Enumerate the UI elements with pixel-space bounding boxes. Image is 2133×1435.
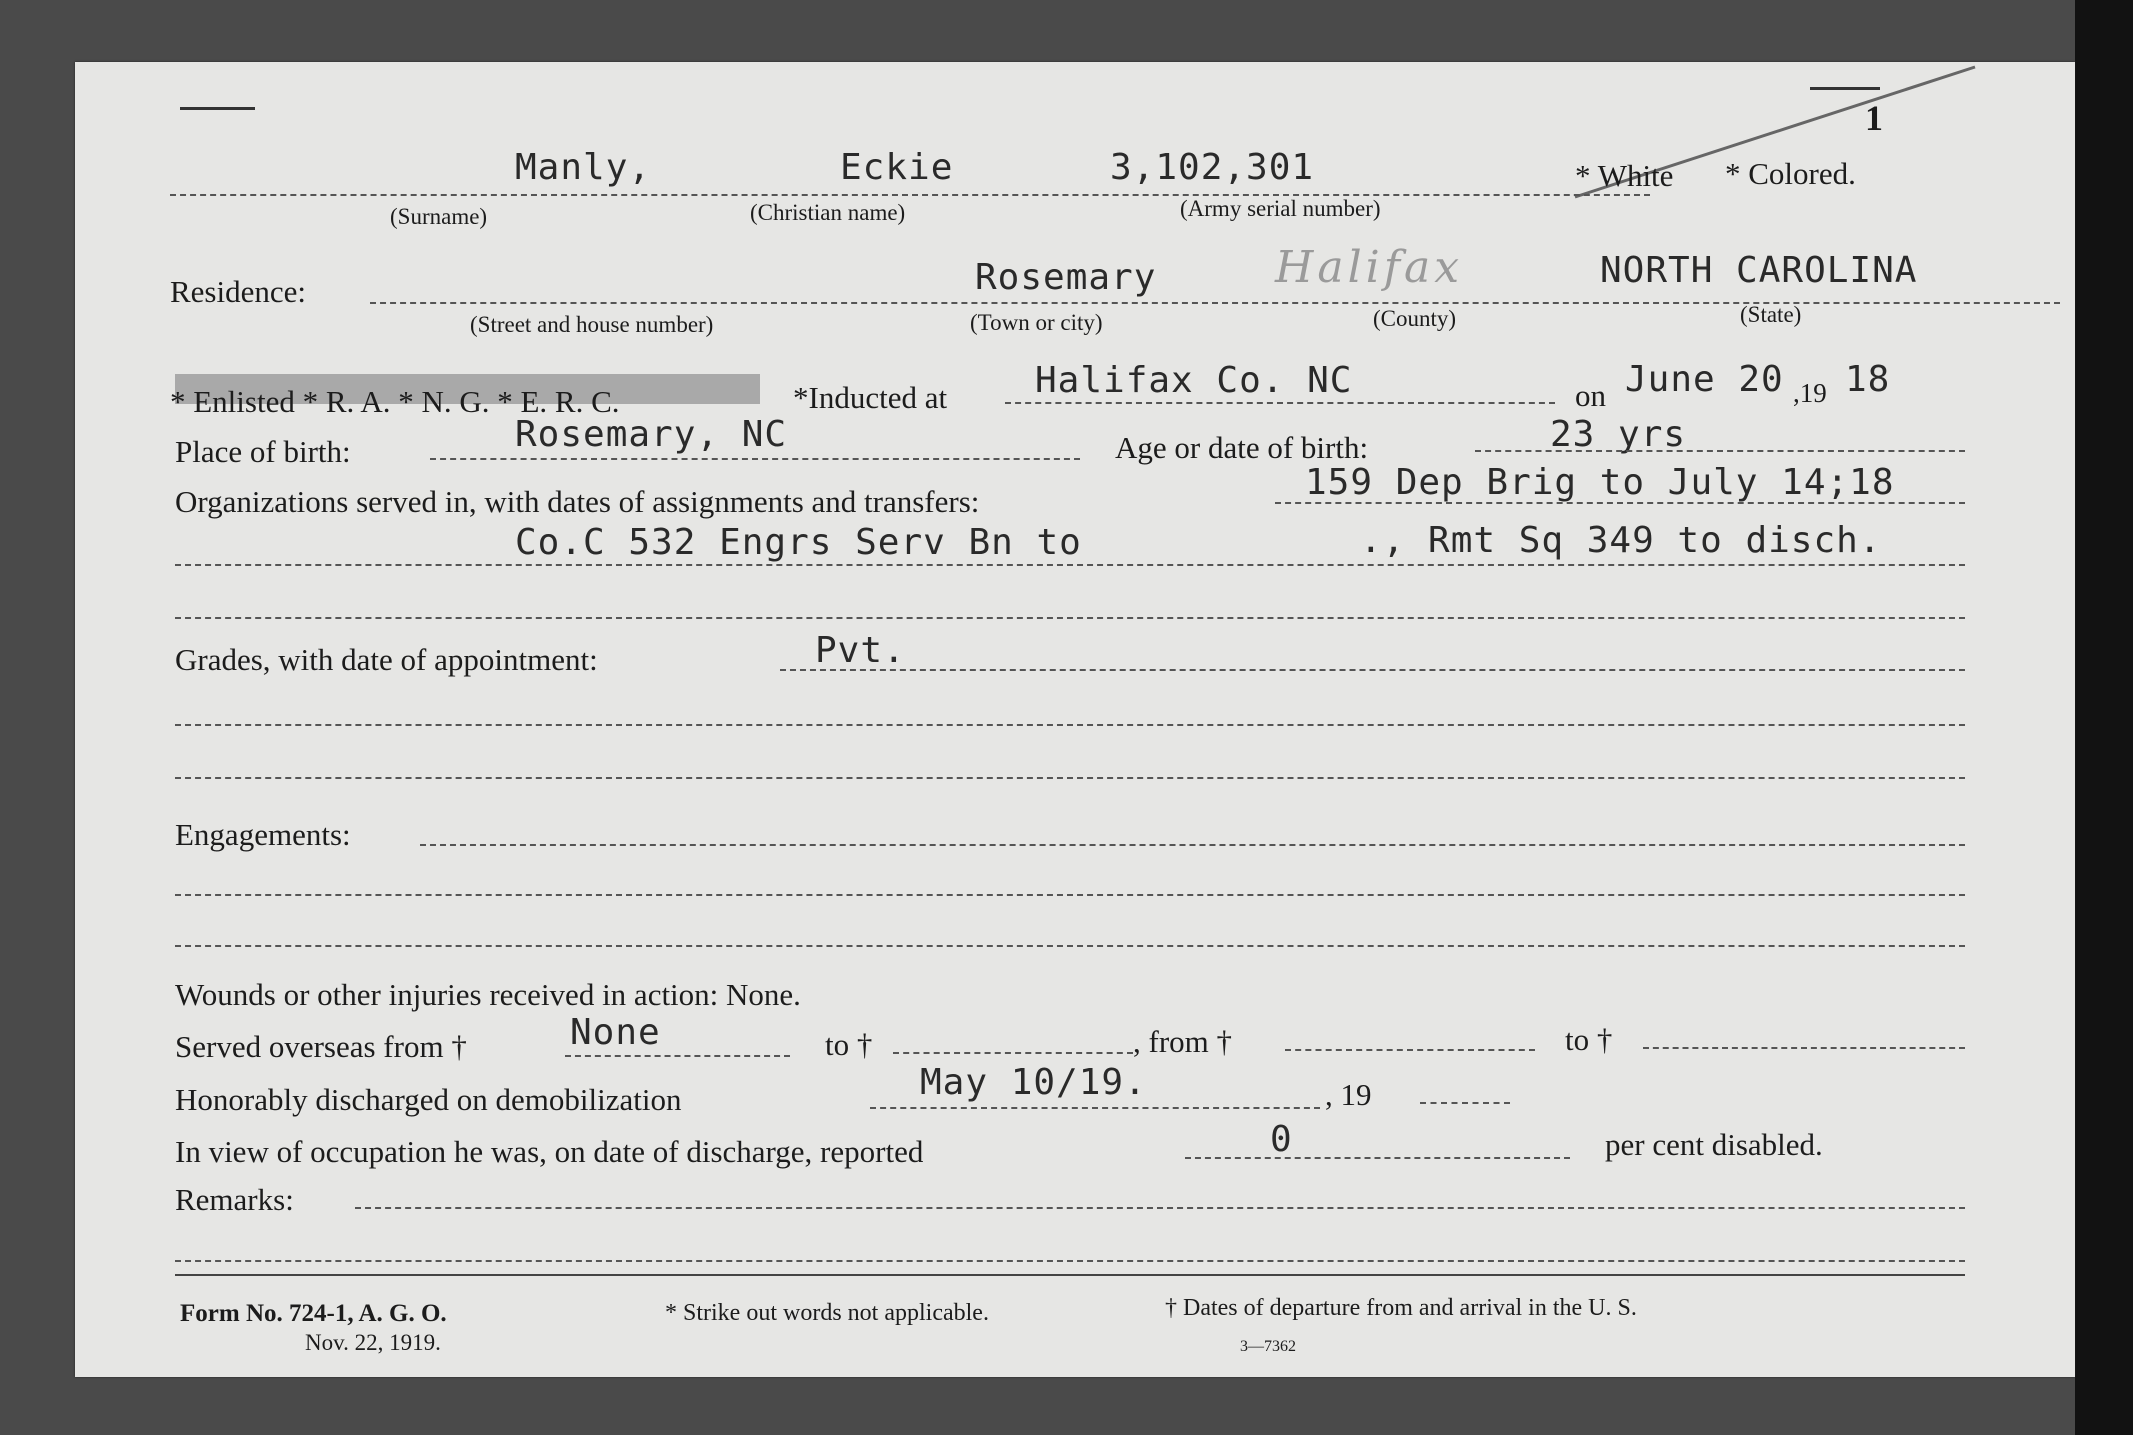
- discharge-year-label: , 19: [1325, 1077, 1372, 1112]
- engagements-line3: [175, 945, 1965, 947]
- county-caption: (County): [1373, 306, 1457, 331]
- discharge-label: Honorably discharged on demobilization: [175, 1082, 682, 1117]
- overseas-to2-line: [1643, 1047, 1965, 1049]
- place-of-birth-value: Rosemary, NC: [515, 414, 788, 455]
- surname-caption: (Surname): [390, 204, 488, 229]
- age-line: [1475, 450, 1965, 452]
- org-line1: [1275, 502, 1965, 504]
- organizations-line2b: ., Rmt Sq 349 to disch.: [1360, 520, 1882, 561]
- inducted-line: [1005, 402, 1555, 404]
- grades-value: Pvt.: [815, 630, 906, 671]
- remarks-label: Remarks:: [175, 1182, 294, 1217]
- wounds-label: Wounds or other injuries received in action: None.: [175, 977, 801, 1012]
- birth-line: [430, 458, 1080, 460]
- town-caption: (Town or city): [970, 310, 1103, 335]
- organizations-line2a: Co.C 532 Engrs Serv Bn to: [515, 522, 1082, 563]
- form-date: Nov. 22, 1919.: [305, 1330, 441, 1355]
- on-label: on: [1575, 378, 1606, 413]
- grades-line2: [175, 724, 1965, 726]
- overseas-to2-label: to †: [1565, 1022, 1613, 1057]
- remarks-line2: [175, 1260, 1965, 1262]
- grades-label: Grades, with date of appointment:: [175, 642, 598, 677]
- discharge-line: [870, 1107, 1320, 1109]
- inducted-at-value: Halifax Co. NC: [1035, 360, 1353, 401]
- grades-line3: [175, 777, 1965, 779]
- county-value: Halifax: [1275, 242, 1464, 293]
- disability-line: [1185, 1157, 1570, 1159]
- form-number: Form No. 724-1, A. G. O.: [180, 1300, 447, 1327]
- overseas-from-line: [565, 1055, 790, 1057]
- colored-label: * Colored.: [1725, 156, 1856, 191]
- discharge-year-line: [1420, 1102, 1510, 1104]
- white-label: * White: [1575, 158, 1674, 193]
- serial-caption: (Army serial number): [1180, 196, 1381, 221]
- inducted-label: *Inducted at: [793, 380, 948, 415]
- christian-name-value: Eckie: [840, 147, 954, 188]
- engagements-line2: [175, 894, 1965, 896]
- service-record-card: [75, 62, 2075, 1377]
- disability-suffix: per cent disabled.: [1605, 1127, 1823, 1162]
- org-line2: [175, 564, 1965, 566]
- state-caption: (State): [1740, 302, 1802, 327]
- age-value: 23 yrs: [1550, 414, 1687, 455]
- town-value: Rosemary: [975, 257, 1157, 298]
- dates-note: † Dates of departure from and arrival in the U. S.: [1165, 1295, 1637, 1321]
- overseas-to-label: to †: [825, 1027, 873, 1062]
- residence-line: [370, 302, 2060, 304]
- grades-line1: [780, 669, 1965, 671]
- induction-date-value: June 20: [1625, 359, 1784, 400]
- page-number: 1: [1865, 98, 1883, 138]
- organizations-label: Organizations served in, with dates of assignments and transfers:: [175, 484, 980, 519]
- bottom-rule: [175, 1274, 1965, 1276]
- name-line: [170, 194, 1650, 196]
- serial-number-value: 3,102,301: [1110, 147, 1315, 188]
- residence-label: Residence:: [170, 274, 307, 309]
- pencil-strike-mark: [1565, 62, 1985, 222]
- remarks-line1: [355, 1207, 1965, 1209]
- disability-label: In view of occupation he was, on date of discharge, reported: [175, 1134, 924, 1169]
- christian-caption: (Christian name): [750, 200, 906, 225]
- induction-year-value: 18: [1845, 359, 1891, 400]
- surname-value: Manly,: [515, 147, 652, 188]
- enlisted-label: * Enlisted * R. A. * N. G. * E. R. C.: [170, 384, 620, 419]
- overseas-label: Served overseas from †: [175, 1029, 467, 1064]
- scan-edge: [2075, 0, 2133, 1435]
- disability-value: 0: [1270, 1119, 1293, 1160]
- overseas-from2-label: , from †: [1133, 1024, 1233, 1059]
- state-value: NORTH CAROLINA: [1600, 250, 1918, 291]
- top-rule: [180, 107, 255, 110]
- age-label: Age or date of birth:: [1115, 430, 1369, 465]
- overseas-to-line: [893, 1052, 1133, 1054]
- print-code: 3—7362: [1240, 1338, 1296, 1355]
- org-line3: [175, 617, 1965, 619]
- engagements-label: Engagements:: [175, 817, 351, 852]
- year-prefix: ,19: [1793, 378, 1827, 408]
- organizations-line1: 159 Dep Brig to July 14;18: [1305, 462, 1895, 503]
- place-of-birth-label: Place of birth:: [175, 434, 351, 469]
- street-caption: (Street and house number): [470, 312, 714, 337]
- discharge-date-value: May 10/19.: [920, 1062, 1147, 1103]
- engagements-line1: [420, 844, 1965, 846]
- overseas-from2-line: [1285, 1049, 1535, 1051]
- strike-note: * Strike out words not applicable.: [665, 1300, 989, 1326]
- overseas-from-value: None: [570, 1012, 661, 1053]
